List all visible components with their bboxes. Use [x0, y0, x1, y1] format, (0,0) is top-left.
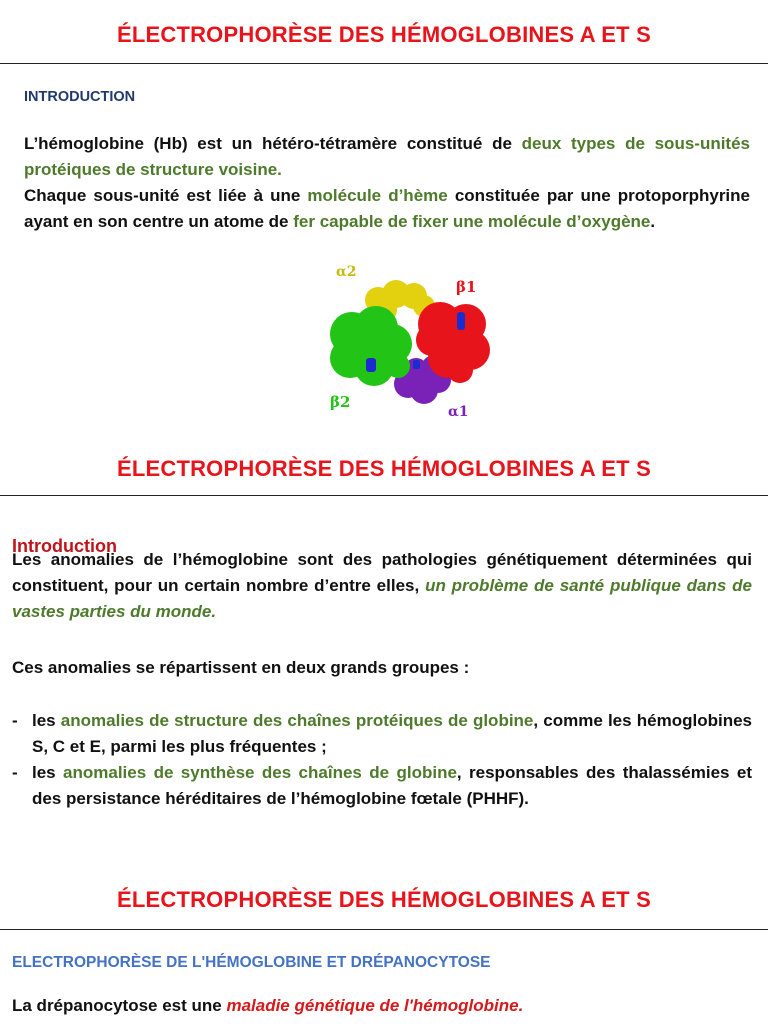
text-run: La drépanocytose est une [12, 996, 227, 1015]
title-divider [0, 63, 768, 64]
list-item-text [32, 763, 752, 808]
text-run: Chaque sous-unité est liée à une [24, 186, 308, 205]
highlighted-text: anomalies de structure des chaînes protéiques de globine [60, 711, 534, 730]
slide-title: ÉLECTROPHORÈSE DES HÉMOGLOBINES A ET S [116, 22, 652, 47]
text-run: L’hémoglobine (Hb) est un hétéro-tétramère constitué de [24, 134, 522, 153]
text-run: . [650, 212, 656, 231]
text-run: les [32, 711, 61, 730]
highlighted-text: maladie génétique de l'hémoglobine. [226, 996, 524, 1015]
title-divider [0, 929, 768, 930]
section-heading: Introduction [12, 535, 117, 556]
label-beta1: β1 [456, 278, 477, 296]
section-heading: ELECTROPHORÈSE DE L'HÉMOGLOBINE ET DRÉPANOCYTOSE [12, 953, 491, 971]
anomalies-paragraph [0, 547, 768, 625]
text-run: les [32, 763, 64, 782]
beta2-subunit [330, 306, 412, 386]
list-item-text [32, 711, 752, 756]
bullet-dash: - [12, 711, 18, 730]
section-heading: INTRODUCTION [24, 89, 136, 105]
highlighted-text: molécule d’hème [307, 186, 448, 205]
text-run: , responsables des thalassémies et des persistance héréditaires de l’hémoglobine fœtale (PHHF). [32, 763, 752, 808]
label-beta2: β2 [330, 393, 351, 411]
highlighted-text: anomalies de synthèse des chaînes de globine [63, 763, 457, 782]
highlighted-text: deux types de sous-unités protéiques de structure voisine. [24, 134, 751, 179]
groups-paragraph: Ces anomalies se répartissent en deux grands groupes : [12, 658, 470, 677]
text-run: constituée par une protoporphyrine ayant en son centre un atome de [24, 186, 750, 231]
highlighted-text: un problème de santé publique dans de vastes parties du monde. [12, 576, 752, 621]
bullet-dash: - [12, 763, 18, 782]
highlighted-text: fer capable de fixer une molécule d’oxygène [293, 212, 651, 231]
text-run: Les anomalies de l’hémoglobine sont des pathologies génétiquement déterminées qui constituent, pour un certain nombre d’entre elles, [12, 550, 752, 595]
hemoglobin-tetramer-figure [320, 262, 500, 424]
label-alpha2: α2 [336, 264, 357, 280]
list-item [12, 708, 752, 760]
slide-title: ÉLECTROPHORÈSE DES HÉMOGLOBINES A ET S [116, 456, 652, 481]
slide-electrophoresis-sickle-cell [0, 865, 768, 1024]
title-divider [0, 495, 768, 496]
slide-introduction-structure [0, 0, 768, 440]
list-item [12, 760, 752, 812]
anomaly-groups-list [0, 708, 768, 812]
slide-title: ÉLECTROPHORÈSE DES HÉMOGLOBINES A ET S [116, 887, 652, 912]
intro-paragraph [0, 131, 768, 235]
slide-introduction-anomalies [0, 440, 768, 865]
text-run: , comme les hémoglobines S, C et E, parmi les plus fréquentes ; [32, 711, 752, 756]
label-alpha1: α1 [448, 404, 469, 420]
sickle-cell-paragraph [0, 993, 768, 1019]
